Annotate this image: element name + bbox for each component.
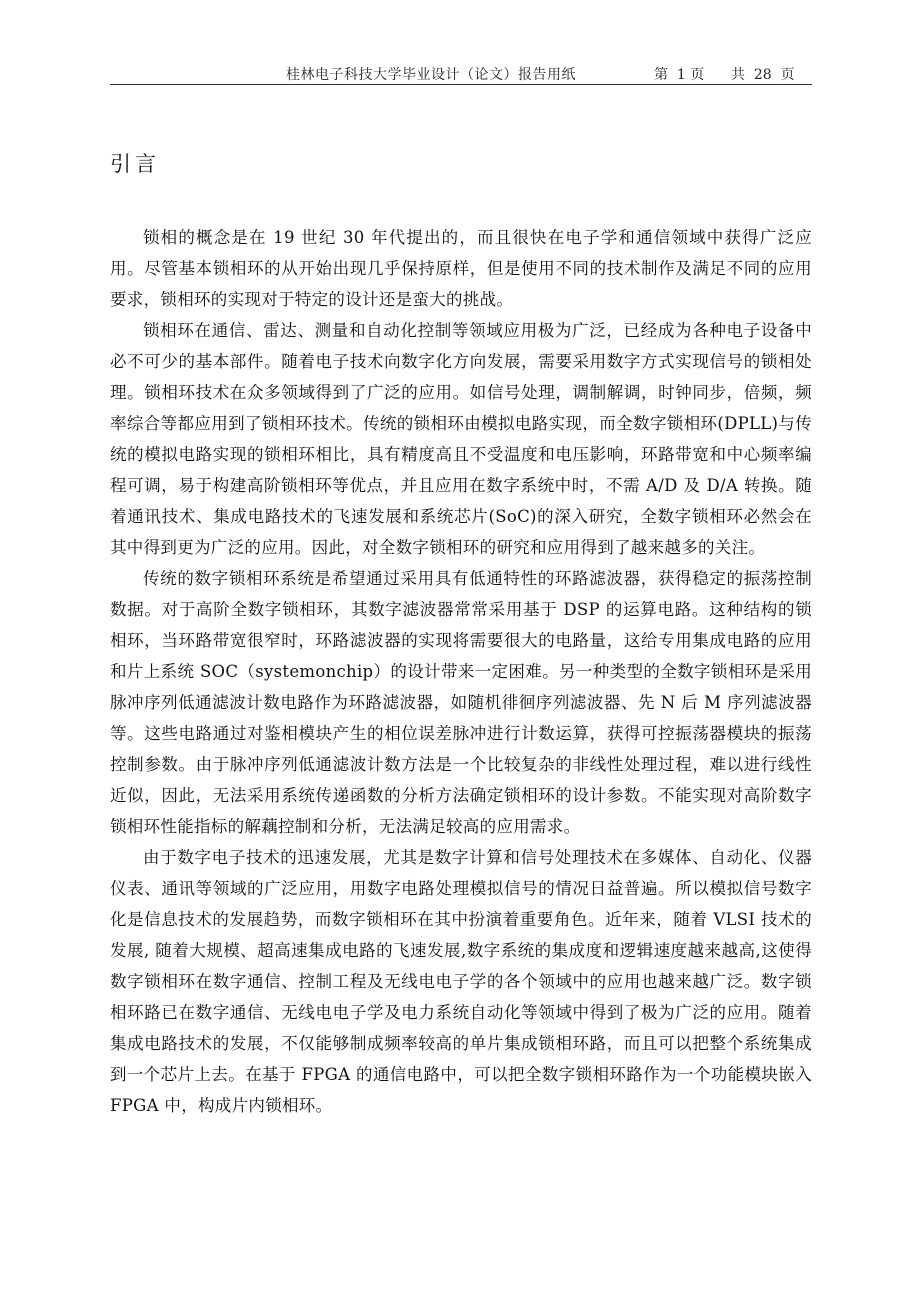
paragraph: 锁相环在通信、雷达、测量和自动化控制等领域应用极为广泛，已经成为各种电子设备中必不可少的基本部件。随着电子技术向数字化方向发展，需要采用数字方式实现信号的锁相处理。锁相环技术在众多领域得到了广泛的应用。如信号处理，调制解调，时钟同步，倍频，频率综合等都应用到了锁相环技术。传统的锁相环由模拟电路实现，而全数字锁相环(DPLL)与传统的模拟电路实现的锁相环相比，具有精度高且不受温度和电压影响，环路带宽和中心频率编程可调，易于构建高阶锁相环等优点，并且应用在数字系统中时，不需 A/D 及 D/A 转换。随着通讯技术、集成电路技术的飞速发展和系统芯片(SoC)的深入研究，全数字锁相环必然会在其中得到更为广泛的应用。因此，对全数字锁相环的研究和应用得到了越来越多的关注。 [110,321,812,557]
paragraph: 传统的数字锁相环系统是希望通过采用具有低通特性的环路滤波器，获得稳定的振荡控制数据。对于高阶全数字锁相环，其数字滤波器常常采用基于 DSP 的运算电路。这种结构的锁相环，当环路带宽很窄时，环路滤波器的实现将需要很大的电路量，这给专用集成电路的应用和片上系统 SOC（systemonchip）的设计带来一定困难。另一种类型的全数字锁相环是采用脉冲序列低通滤波计数电路作为环路滤波器，如随机徘徊序列滤波器、先 N 后 M 序列滤波器等。这些电路通过对鉴相模块产生的相位误差脉冲进行计数运算，获得可控振荡器模块的振荡控制参数。由于脉冲序列低通滤波计数方法是一个比较复杂的非线性处理过程，难以进行线性近似，因此，无法采用系统传递函数的分析方法确定锁相环的设计参数。不能实现对高阶数字锁相环性能指标的解藕控制和分析，无法满足较高的应用需求。 [110,569,812,836]
paragraph: 锁相的概念是在 19 世纪 30 年代提出的，而且很快在电子学和通信领域中获得广泛应用。尽管基本锁相环的从开始出现几乎保持原样，但是使用不同的技术制作及满足不同的应用要求，锁相环的实现对于特定的设计还是蛮大的挑战。 [110,228,812,309]
paragraph: 由于数字电子技术的迅速发展，尤其是数字计算和信号处理技术在多媒体、自动化、仪器仪表、通讯等领域的广泛应用，用数字电路处理模拟信号的情况日益普遍。所以模拟信号数字化是信息技术的发展趋势，而数字锁相环在其中扮演着重要角色。近年来，随着 VLSI 技术的发展, 随着大规模、超高速集成电路的飞速发展,数字系统的集成度和逻辑速度越来越高,这使得数字锁相环在数字通信、控制工程及无线电电子学的各个领域中的应用也越来越广泛。数字锁相环路已在数字通信、无线电电子学及电力系统自动化等领域中得到了极为广泛的应用。随着集成电路技术的发展，不仅能够制成频率较高的单片集成锁相环路，而且可以把整个系统集成到一个芯片上去。在基于 FPGA 的通信电路中，可以把全数字锁相环路作为一个功能模块嵌入 FPGA 中，构成片内锁相环。 [110,848,812,1115]
body-text [110,222,812,1121]
page-header [110,62,812,85]
section-title: 引言 [110,152,160,176]
page-number: 第 1 页 共 28 页 [654,67,795,83]
school-name: 桂林电子科技大学毕业设计（论文）报告用纸 [286,67,576,83]
